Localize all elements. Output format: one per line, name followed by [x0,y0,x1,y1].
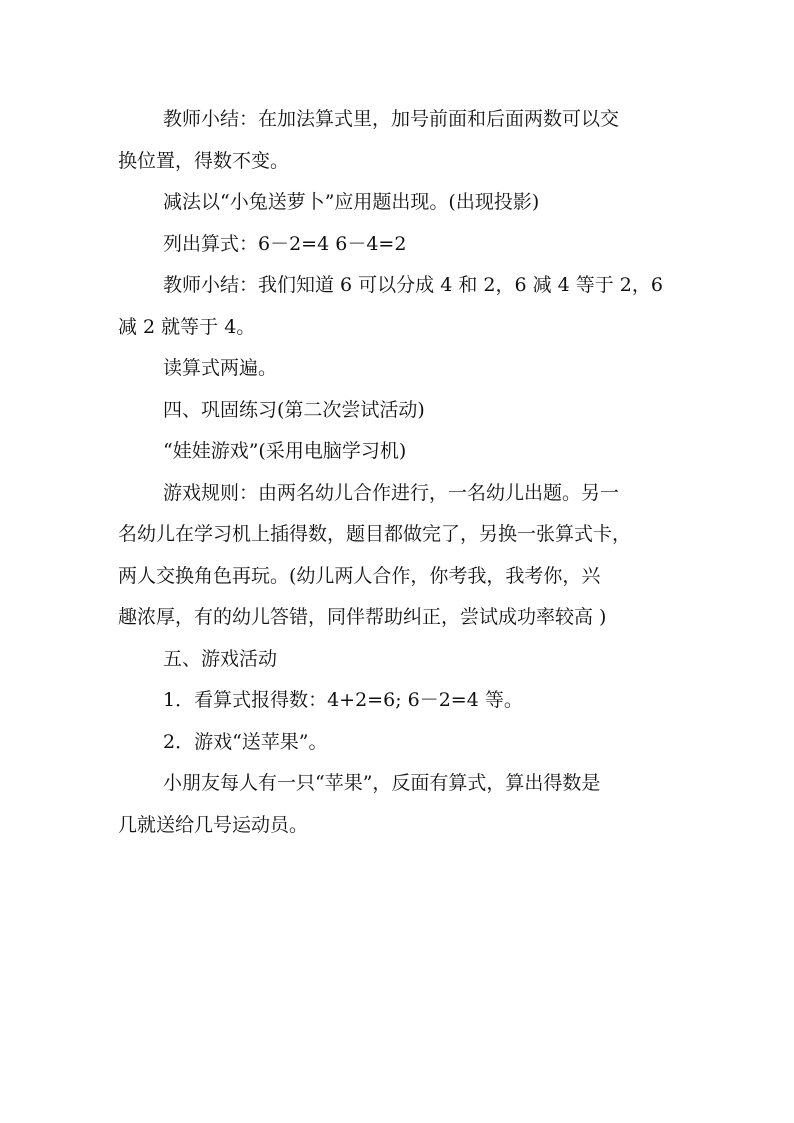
text-line: 列出算式：6－2=4 6－4=2 [163,233,407,255]
text-line: 减法以“小兔送萝卜”应用题出现。(出现投影) [163,191,540,213]
text-line: 两人交换角色再玩。(幼儿两人合作，你考我，我考你，兴 [118,565,601,587]
text-line: 读算式两遍。 [163,357,278,379]
section-heading: 四、巩固练习(第二次尝试活动) [163,399,425,421]
text-line: 游戏规则：由两名幼儿合作进行，一名幼儿出题。另一 [163,482,620,504]
text-line: 几就送给几号运动员。 [118,814,309,836]
text-line: 减 2 就等于 4。 [118,316,256,338]
text-line: 教师小结：我们知道 6 可以分成 4 和 2，6 减 4 等于 2，6 [163,274,663,296]
text-line: “娃娃游戏”(采用电脑学习机) [163,440,407,462]
text-line: 教师小结：在加法算式里，加号前面和后面两数可以交 [163,108,620,130]
text-line: 换位置，得数不变。 [118,150,290,172]
section-heading: 五、游戏活动 [163,648,278,670]
list-item: 1．看算式报得数：4+2=6; 6－2=4 等。 [163,689,523,711]
text-line: 小朋友每人有一只“苹果”，反面有算式，算出得数是 [163,772,601,794]
text-line: 趣浓厚，有的幼儿答错，同伴帮助纠正，尝试成功率较高 ) [118,606,607,628]
text-line: 名幼儿在学习机上插得数，题目都做完了，另换一张算式卡， [118,523,632,545]
list-item: 2．游戏“送苹果”。 [163,731,328,753]
